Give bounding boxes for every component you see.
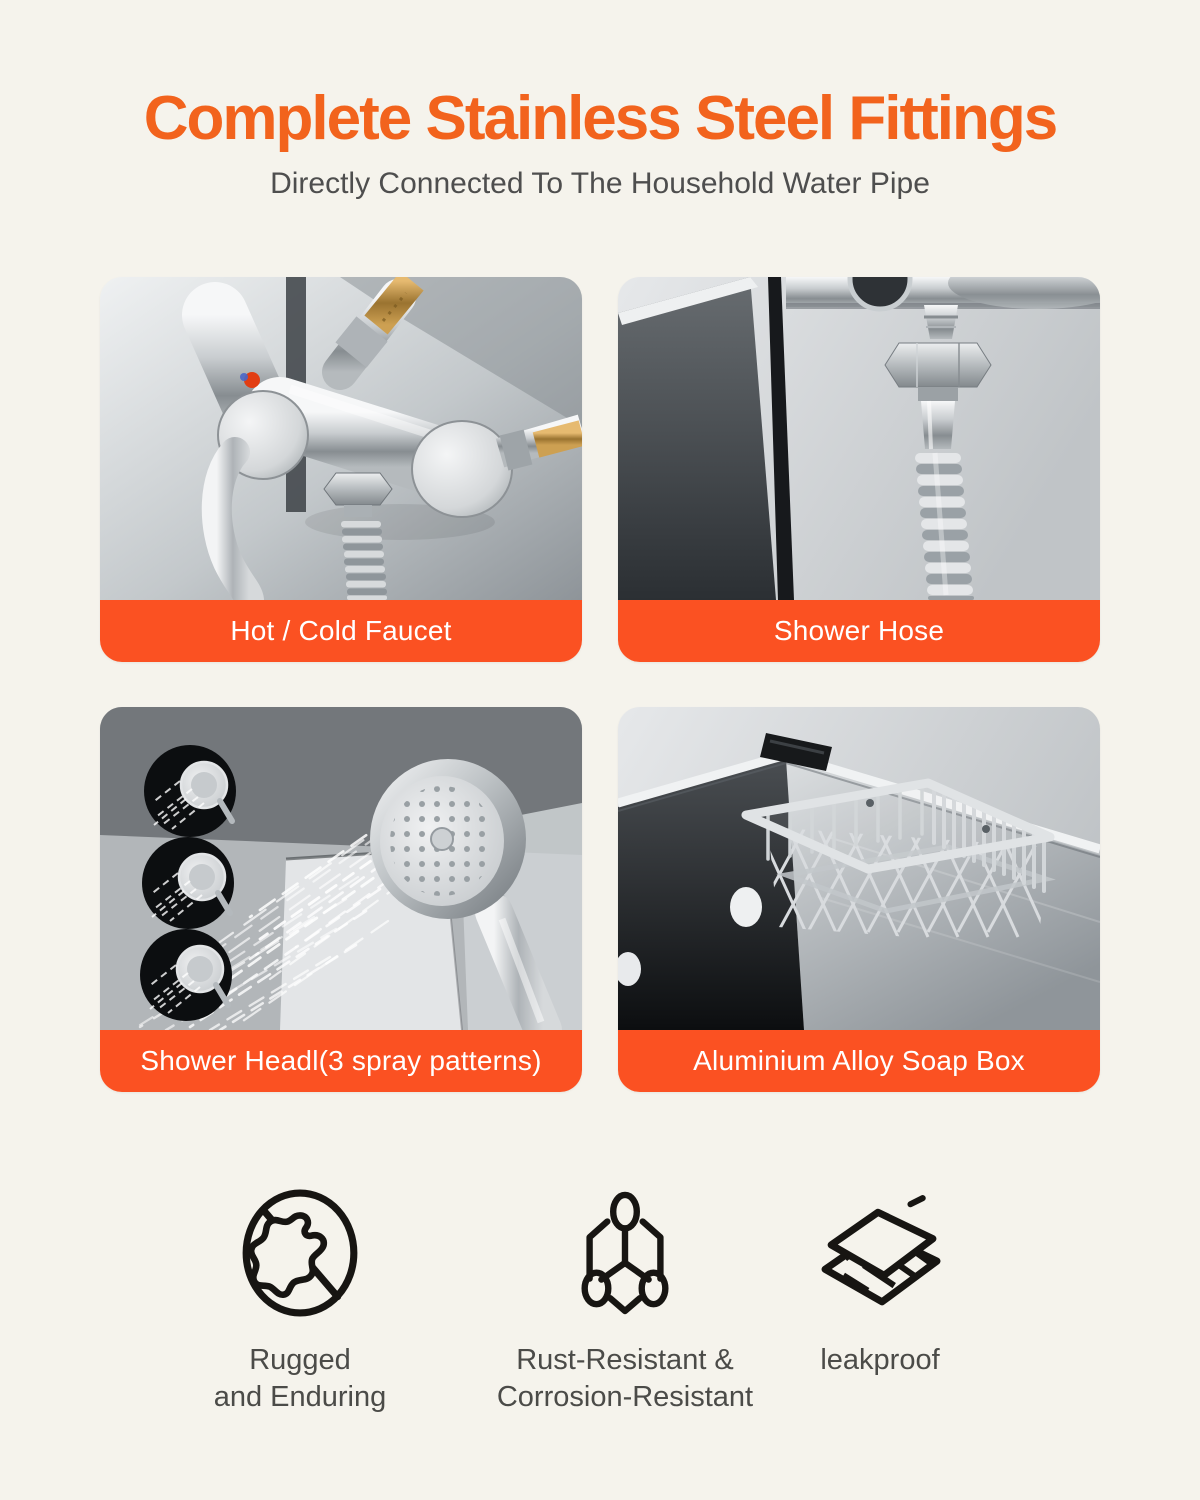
layered-sheets-icon xyxy=(810,1192,950,1314)
spray-pattern-inset-3 xyxy=(140,929,232,1021)
card-shower-head xyxy=(100,707,582,1092)
screw xyxy=(982,825,990,833)
card-label-band xyxy=(618,600,1100,662)
spray-pattern-inset-1 xyxy=(144,745,236,837)
panel-hole xyxy=(730,887,762,927)
page-title: Complete Stainless Steel Fittings xyxy=(143,84,1057,153)
molecule-hexagon-icon xyxy=(566,1188,684,1318)
card-label-band xyxy=(618,1030,1100,1092)
shower-head-3-spray-photo xyxy=(100,707,582,1030)
feature-label-line: Corrosion-Resistant xyxy=(496,1381,754,1413)
shower-hose-photo xyxy=(618,277,1100,600)
spray-pattern-inset-2 xyxy=(142,837,234,929)
hex-nut xyxy=(885,343,991,387)
card-label: Shower Hose xyxy=(773,615,945,646)
card-label: Shower Headl(3 spray patterns) xyxy=(140,1045,542,1076)
cold-indicator-dot xyxy=(240,373,248,381)
page-subtitle: Directly Connected To The Household Water Pipe xyxy=(270,167,930,201)
card-label-band xyxy=(100,600,582,662)
card-soap-box xyxy=(618,707,1100,1092)
feature-label-line: leakproof xyxy=(820,1344,940,1376)
feature-label-line: and Enduring xyxy=(213,1381,387,1413)
card-label: Aluminium Alloy Soap Box xyxy=(693,1045,1025,1076)
header xyxy=(0,86,1200,201)
feature-label-line: Rust-Resistant & xyxy=(516,1344,734,1376)
no-rust-splat-icon xyxy=(239,1189,361,1317)
hot-cold-faucet-photo xyxy=(100,277,582,600)
screw xyxy=(866,799,874,807)
feature-rugged xyxy=(150,1186,450,1416)
card-hot-cold-faucet xyxy=(100,277,582,662)
card-shower-hose xyxy=(618,277,1100,662)
feature-rust-resistant xyxy=(470,1186,780,1416)
feature-label-line: Rugged xyxy=(249,1344,351,1376)
card-label-band xyxy=(100,1030,582,1092)
feature-leakproof xyxy=(755,1186,1005,1379)
aluminium-soap-box-photo xyxy=(618,707,1100,1030)
card-label: Hot / Cold Faucet xyxy=(230,615,452,646)
